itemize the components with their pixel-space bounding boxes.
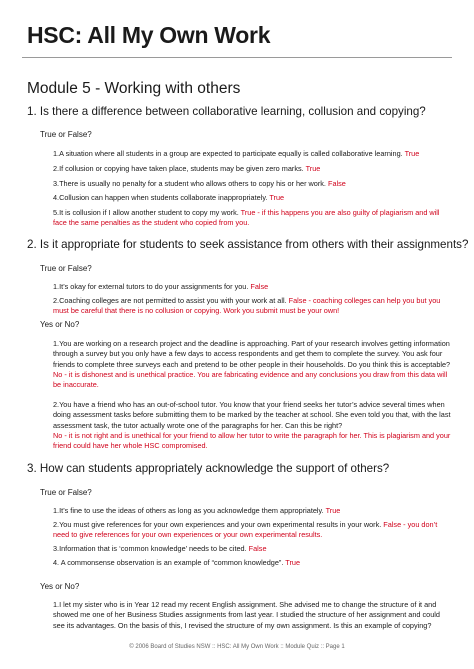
- q3-tf-item-4: 4. A commonsense observation is an example of “common knowledge”. True: [53, 558, 301, 567]
- q2-yn-item-2: 2.You have a friend who has an out-of-school tutor. You know that your friend seeks her tutor’s advice several times when doing assessment tasks before submitting them to be marked by the teacher at school. She even told you that, with the last assessment task, the tutor actually wrote one of the paragraphs for her. Can this be right? No - it is not right and is unethical for your friend to allow her tutor to write the paragraph for her. This is plagiarism and your friend could have her whole HSC compromised.: [53, 400, 451, 451]
- q3-yes-no-label: Yes or No?: [40, 582, 80, 591]
- title-divider: [22, 57, 452, 58]
- q3-tf-item-2: 2.You must give references for your own experiences and your own experimental results in your work. False - you don’t need to give references for your own experiences or your own experimental results.: [53, 520, 438, 540]
- question-1-heading: 1. Is there a difference between collaborative learning, collusion and copying?: [27, 105, 426, 118]
- question-3-heading: 3. How can students appropriately acknowledge the support of others?: [27, 462, 390, 475]
- q1-true-false-label: True or False?: [40, 130, 92, 139]
- q3-tf-item-3: 3.Information that is ‘common knowledge’ needs to be cited. False: [53, 544, 267, 553]
- q1-item-4: 4.Collusion can happen when students collaborate inappropriately. True: [53, 193, 285, 202]
- q2-tf-item-1: 1.It’s okay for external tutors to do your assignments for you. False: [53, 282, 269, 291]
- q1-item-1: 1.A situation where all students in a group are expected to participate equally is called collaborative learning. True: [53, 149, 420, 158]
- question-2-heading: 2. Is it appropriate for students to seek assistance from others with their assignments?: [27, 238, 469, 251]
- q2-true-false-label: True or False?: [40, 264, 92, 273]
- q1-item-3: 3.There is usually no penalty for a student who allows others to copy his or her work. False: [53, 179, 346, 188]
- document-title: HSC: All My Own Work: [27, 22, 271, 48]
- q2-tf-item-2: 2.Coaching colleges are not permitted to assist you with your work at all. False - coaching colleges can help you but you must be careful that there is no collusion or copying. Work you submit must be your own!: [53, 296, 441, 316]
- q3-yn-item-1: 1.I let my sister who is in Year 12 read my recent English assignment. She advised me to change the structure of it and showed me one of her Business Studies assignments from last year. I studied the structure of her assignment and could see its advantages. On the basis of this, I revised the structure of my own assignment. Is this an example of copying?: [53, 600, 440, 630]
- q2-yes-no-label: Yes or No?: [40, 320, 80, 329]
- q1-item-2: 2.If collusion or copying have taken place, students may be given zero marks. True: [53, 164, 321, 173]
- module-heading: Module 5 - Working with others: [27, 80, 241, 97]
- page-footer: © 2006 Board of Studies NSW :: HSC: All My Own Work :: Module Quiz :: Page 1: [129, 644, 345, 650]
- q2-yn-item-1: 1.You are working on a research project and the deadline is approaching. Part of your research involves getting information through a survey but you only have a few days to access respondents and get them to complete the survey. You ask four friends to complete three surveys each and pretend to be other people in their households. Do you think this is acceptable? No - it is dishonest and is unethical practice. You are fabricating evidence and any conclusions you draw from this data will be inaccurate.: [53, 339, 451, 390]
- q3-true-false-label: True or False?: [40, 488, 92, 497]
- q1-item-5: 5.It is collusion if I allow another student to copy my work. True - if this happens you are also guilty of plagiarism and will face the same penalties as the student who copied from you.: [53, 208, 440, 228]
- q3-tf-item-1: 1.It’s fine to use the ideas of others as long as you acknowledge them appropriately. True: [53, 506, 341, 515]
